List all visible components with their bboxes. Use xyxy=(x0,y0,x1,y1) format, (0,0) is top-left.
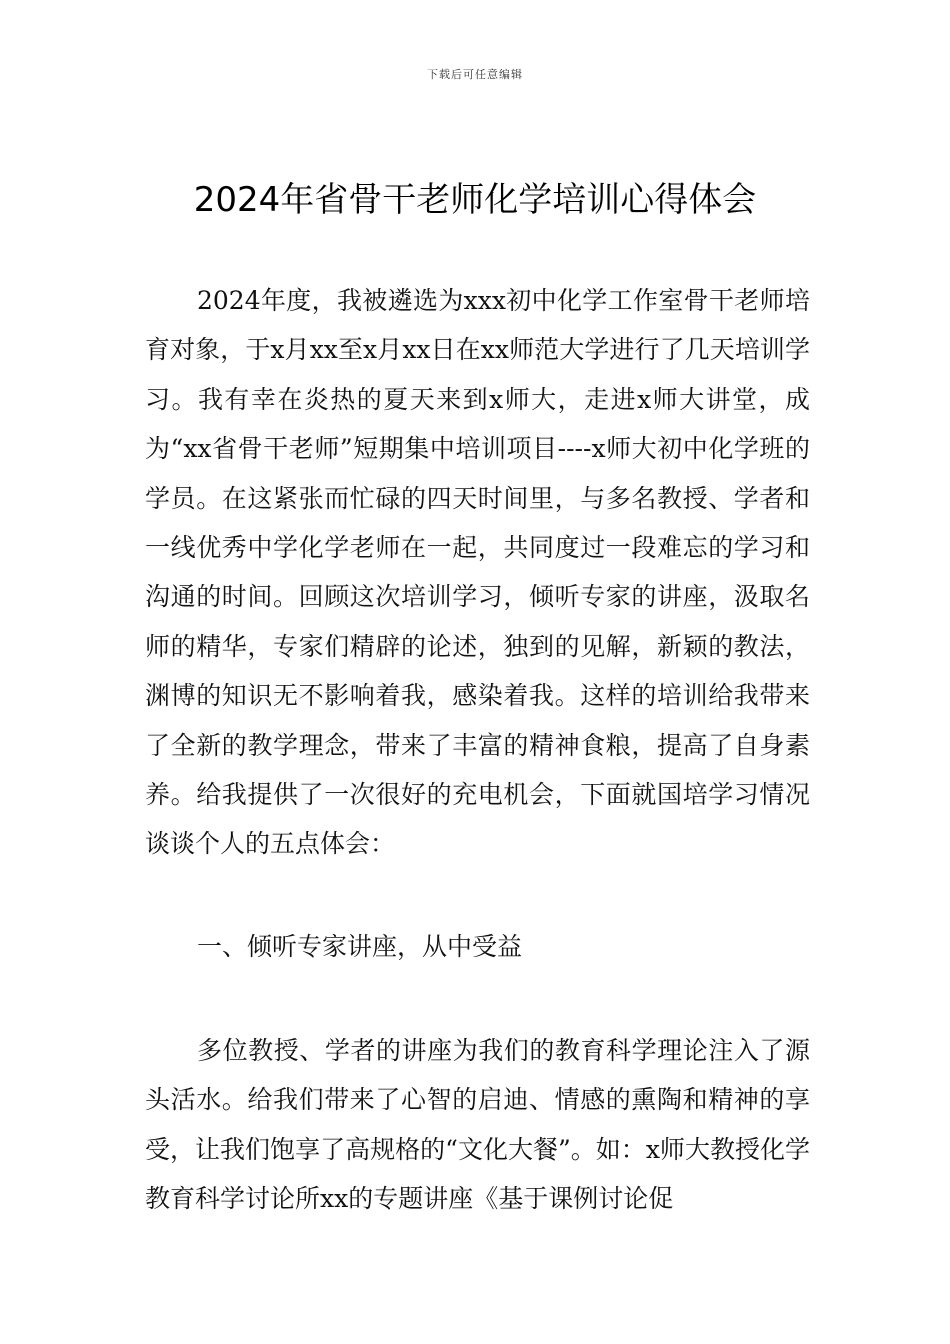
intro-paragraph: 2024年度，我被遴选为xxx初中化学工作室骨干老师培育对象，于x月xx至x月xx日在xx师范大学进行了几天培训学习。我有幸在炎热的夏天来到x师大，走进x师大讲堂，成为“xx省骨干老师”短期集中培训项目----x师大初中化学班的学员。在这紧张而忙碌的四天时间里，与多名教授、学者和一线优秀中学化学老师在一起，共同度过一段难忘的学习和沟通的时间。回顾这次培训学习，倾听专家的讲座，汲取名师的精华，专家们精辟的论述，独到的见解，新颖的教法，渊博的知识无不影响着我，感染着我。这样的培训给我带来了全新的教学理念，带来了丰富的精神食粮，提高了自身素养。给我提供了一次很好的充电机会，下面就国培学习情况谈谈个人的五点体会： xyxy=(145,286,810,859)
header-note: 下载后可任意编辑 xyxy=(427,68,523,81)
section-1-paragraph: 多位教授、学者的讲座为我们的教育科学理论注入了源头活水。给我们带来了心智的启迪、情感的熏陶和精神的享受，让我们饱享了高规格的“文化大餐”。如：x师大教授化学教育科学讨论所xx的专题讲座《基于课例讨论促 xyxy=(145,1036,810,1214)
section-heading-1: 一、倾听专家讲座，从中受益 xyxy=(197,932,523,961)
document-title: 2024年省骨干老师化学培训心得体会 xyxy=(193,180,757,220)
